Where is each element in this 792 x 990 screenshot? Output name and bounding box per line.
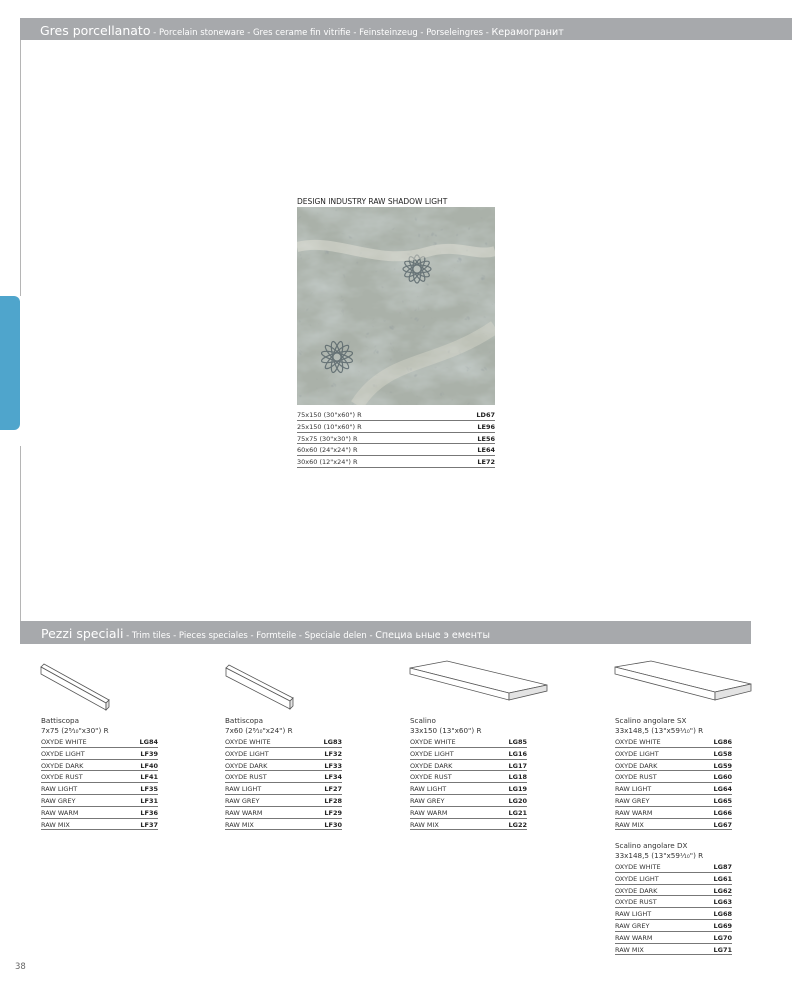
skirting-drawing-60 xyxy=(225,664,295,712)
color-label: OXYDE DARK xyxy=(410,761,453,770)
table-row xyxy=(615,807,732,819)
color-label: OXYDE WHITE xyxy=(41,738,87,746)
color-label: OXYDE WHITE xyxy=(410,738,456,746)
size-code: LE64 xyxy=(477,446,495,455)
color-label: OXYDE LIGHT xyxy=(410,749,454,758)
product-code: LG83 xyxy=(323,738,342,746)
color-label: OXYDE LIGHT xyxy=(615,874,659,883)
table-row xyxy=(410,807,527,819)
table-row xyxy=(410,771,527,783)
product-code: LF37 xyxy=(140,820,158,829)
color-label: OXYDE LIGHT xyxy=(615,749,659,758)
color-label: OXYDE DARK xyxy=(615,886,658,895)
skirting-drawing-75 xyxy=(40,662,110,712)
table-row xyxy=(410,783,527,795)
left-rule-bottom xyxy=(20,446,21,621)
tile-image xyxy=(297,207,495,405)
product-code: LG19 xyxy=(508,785,527,794)
piece-table xyxy=(41,736,158,830)
trim-translations: - Trim tiles - Pieces speciales - Formteile - Speciale delen - xyxy=(123,631,376,641)
color-label: RAW MIX xyxy=(410,820,439,829)
table-row xyxy=(615,861,732,873)
table-row xyxy=(410,795,527,807)
table-row xyxy=(41,736,158,748)
table-row xyxy=(615,736,732,748)
product-code: LG67 xyxy=(713,820,732,829)
color-label: RAW WARM xyxy=(615,808,653,817)
color-label: RAW LIGHT xyxy=(410,785,447,794)
trim-section-header xyxy=(20,621,751,644)
color-label: OXYDE LIGHT xyxy=(225,749,269,758)
table-row xyxy=(615,760,732,772)
trim-piece xyxy=(41,716,158,830)
product-code: LF41 xyxy=(140,773,158,782)
table-row xyxy=(225,807,342,819)
piece-table xyxy=(410,736,527,830)
table-row xyxy=(225,736,342,748)
table-row xyxy=(41,748,158,760)
product-code: LG66 xyxy=(713,808,732,817)
table-row xyxy=(225,783,342,795)
table-row xyxy=(615,932,732,944)
trim-piece xyxy=(615,841,732,955)
product-code: LF34 xyxy=(324,773,342,782)
product-code: LF39 xyxy=(140,749,158,758)
product-code: LG70 xyxy=(713,933,732,942)
color-label: RAW LIGHT xyxy=(41,785,78,794)
color-label: RAW LIGHT xyxy=(615,785,652,794)
table-row xyxy=(615,920,732,932)
table-row xyxy=(615,944,732,956)
product-code: LF27 xyxy=(324,785,342,794)
size-code: LE96 xyxy=(477,422,495,431)
section-side-tab[interactable] xyxy=(0,296,20,430)
table-row xyxy=(225,795,342,807)
product-code: LG68 xyxy=(713,910,732,919)
product-code: LG86 xyxy=(713,738,732,746)
color-label: OXYDE DARK xyxy=(615,761,658,770)
color-label: RAW MIX xyxy=(615,945,644,954)
product-code: LG16 xyxy=(508,749,527,758)
product-code: LG61 xyxy=(713,874,732,883)
trim-piece xyxy=(410,716,527,830)
product-code: LG71 xyxy=(713,945,732,954)
table-row xyxy=(225,760,342,772)
size-row xyxy=(297,456,495,468)
product-code: LF32 xyxy=(324,749,342,758)
color-label: OXYDE WHITE xyxy=(225,738,271,746)
size-label: 75x150 (30"x60") R xyxy=(297,411,362,419)
piece-name: Battiscopa xyxy=(41,716,80,725)
product-code: LG63 xyxy=(713,898,732,907)
piece-name: Battiscopa xyxy=(225,716,264,725)
section-title-russian: Керамогранит xyxy=(491,27,564,38)
size-code: LE56 xyxy=(477,434,495,443)
color-label: RAW MIX xyxy=(615,820,644,829)
product-code: LG22 xyxy=(508,820,527,829)
section-translations: - Porcelain stoneware - Gres cerame fin vitrifie - Feinsteinzeug - Porseleingres - xyxy=(150,28,492,38)
color-label: RAW GREY xyxy=(615,796,650,805)
color-label: OXYDE WHITE xyxy=(615,738,661,746)
trim-piece xyxy=(615,716,732,830)
piece-size: 7x60 (2⁸⁄₁₀"x24") R xyxy=(225,725,293,735)
color-label: OXYDE RUST xyxy=(41,773,83,782)
table-row xyxy=(615,896,732,908)
piece-table xyxy=(615,861,732,955)
table-row xyxy=(410,736,527,748)
product-code: LG21 xyxy=(508,808,527,817)
product-code: LG65 xyxy=(713,796,732,805)
color-label: RAW WARM xyxy=(225,808,263,817)
color-label: OXYDE LIGHT xyxy=(41,749,85,758)
piece-table xyxy=(225,736,342,830)
piece-size: 33x148,5 (13"x59¹⁄₁₀") R xyxy=(615,725,704,735)
table-row xyxy=(410,748,527,760)
table-row xyxy=(41,807,158,819)
size-row xyxy=(297,421,495,433)
product-code: LG58 xyxy=(713,749,732,758)
section-header xyxy=(20,18,792,40)
corner-step-drawing xyxy=(613,660,753,708)
table-row xyxy=(615,783,732,795)
color-label: OXYDE DARK xyxy=(225,761,268,770)
color-label: OXYDE WHITE xyxy=(615,863,661,871)
piece-size: 33x148,5 (13"x59¹⁄₁₀") R xyxy=(615,850,704,860)
section-title: Gres porcellanato xyxy=(40,23,151,38)
product-code: LG20 xyxy=(508,796,527,805)
color-label: RAW MIX xyxy=(225,820,254,829)
table-row xyxy=(41,795,158,807)
product-code: LG84 xyxy=(139,738,158,746)
product-code: LG87 xyxy=(713,863,732,871)
color-label: RAW WARM xyxy=(41,808,79,817)
product-code: LF29 xyxy=(324,808,342,817)
table-row xyxy=(615,795,732,807)
trim-title: Pezzi speciali xyxy=(41,626,124,641)
trim-piece xyxy=(225,716,342,830)
product-code: LF33 xyxy=(324,761,342,770)
left-rule-top xyxy=(20,40,21,296)
product-code: LF35 xyxy=(140,785,158,794)
color-label: RAW LIGHT xyxy=(615,910,652,919)
product-code: LG69 xyxy=(713,921,732,930)
product-code: LF36 xyxy=(140,808,158,817)
product-code: LG64 xyxy=(713,785,732,794)
table-row xyxy=(225,748,342,760)
size-row xyxy=(297,409,495,421)
size-table xyxy=(297,409,495,468)
table-row xyxy=(225,771,342,783)
piece-name: Scalino xyxy=(410,716,436,725)
product-code: LG18 xyxy=(508,773,527,782)
color-label: OXYDE RUST xyxy=(225,773,267,782)
trim-title-russian: Специа ьные э ементы xyxy=(375,630,490,641)
size-row xyxy=(297,444,495,456)
size-row xyxy=(297,433,495,445)
piece-name: Scalino angolare SX xyxy=(615,716,687,725)
product-code: LF40 xyxy=(140,761,158,770)
piece-name: Scalino angolare DX xyxy=(615,841,688,850)
piece-size: 33x150 (13"x60") R xyxy=(410,725,482,735)
table-row xyxy=(615,748,732,760)
product-code: LG85 xyxy=(508,738,527,746)
color-label: OXYDE RUST xyxy=(615,773,657,782)
product-code: LF31 xyxy=(140,796,158,805)
table-row xyxy=(615,885,732,897)
color-label: RAW GREY xyxy=(615,921,650,930)
table-row xyxy=(410,760,527,772)
color-label: RAW MIX xyxy=(41,820,70,829)
size-label: 60x60 (24"x24") R xyxy=(297,446,358,455)
color-label: RAW WARM xyxy=(410,808,448,817)
size-code: LD67 xyxy=(476,411,495,419)
color-label: OXYDE RUST xyxy=(615,898,657,907)
table-row xyxy=(41,819,158,831)
table-row xyxy=(41,783,158,795)
size-code: LE72 xyxy=(477,458,495,467)
color-label: RAW GREY xyxy=(225,796,260,805)
color-label: RAW LIGHT xyxy=(225,785,262,794)
color-label: OXYDE DARK xyxy=(41,761,84,770)
product-code: LG17 xyxy=(508,761,527,770)
table-row xyxy=(615,908,732,920)
color-label: RAW WARM xyxy=(615,933,653,942)
table-row xyxy=(615,873,732,885)
page-number: 38 xyxy=(15,962,26,972)
table-row xyxy=(615,771,732,783)
product-code: LF30 xyxy=(324,820,342,829)
table-row xyxy=(41,760,158,772)
product-code: LG59 xyxy=(713,761,732,770)
piece-size: 7x75 (2⁸⁄₁₀"x30") R xyxy=(41,725,109,735)
size-label: 30x60 (12"x24") R xyxy=(297,458,358,467)
product-code: LG62 xyxy=(713,886,732,895)
product-code: LF28 xyxy=(324,796,342,805)
size-label: 25x150 (10"x60") R xyxy=(297,422,362,431)
table-row xyxy=(225,819,342,831)
product-code: LG60 xyxy=(713,773,732,782)
size-label: 75x75 (30"x30") R xyxy=(297,434,358,443)
step-drawing xyxy=(409,660,549,706)
piece-table xyxy=(615,736,732,830)
color-label: RAW GREY xyxy=(41,796,76,805)
table-row xyxy=(410,819,527,831)
color-label: RAW GREY xyxy=(410,796,445,805)
table-row xyxy=(615,819,732,831)
color-label: OXYDE RUST xyxy=(410,773,452,782)
product-title: DESIGN INDUSTRY RAW SHADOW LIGHT xyxy=(297,197,448,206)
table-row xyxy=(41,771,158,783)
